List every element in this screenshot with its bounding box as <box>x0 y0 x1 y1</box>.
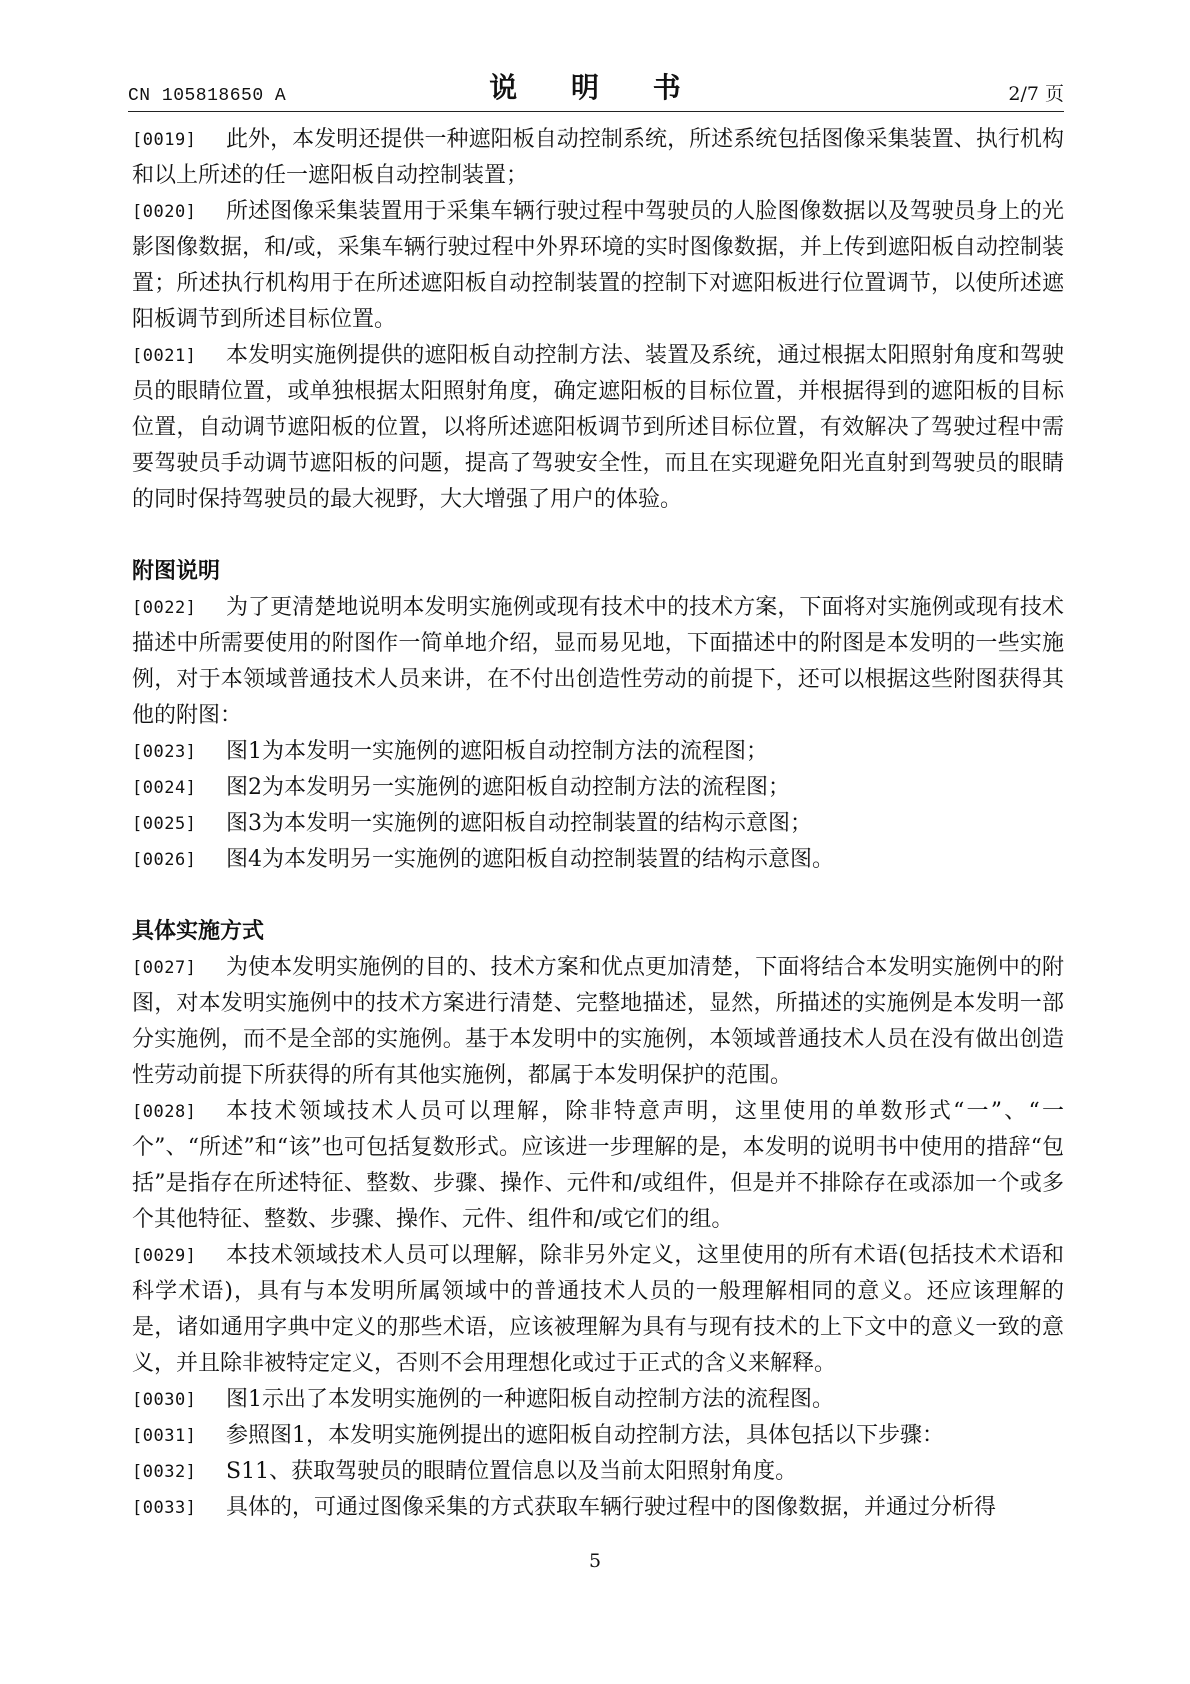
paragraph-text: 此外，本发明还提供一种遮阳板自动控制系统，所述系统包括图像采集装置、执行机构和以上所述的任一遮阳板自动控制装置； <box>132 127 1064 188</box>
section-heading: 具体实施方式 <box>132 919 265 944</box>
paragraph <box>132 1238 1064 1382</box>
section-gap <box>132 878 1064 914</box>
paragraph-number: [0025] <box>132 814 197 834</box>
paragraph-text: 参照图1，本发明实施例提出的遮阳板自动控制方法，具体包括以下步骤： <box>226 1423 944 1448</box>
paragraph-text: 图1为本发明一实施例的遮阳板自动控制方法的流程图； <box>226 739 768 764</box>
paragraph-number: [0028] <box>132 1102 197 1122</box>
paragraph-number: [0021] <box>132 346 197 366</box>
paragraph <box>132 1418 1064 1454</box>
paragraph-number: [0022] <box>132 598 197 618</box>
paragraph <box>132 1490 1064 1526</box>
paragraph <box>132 1382 1064 1418</box>
paragraph-text: 图3为本发明一实施例的遮阳板自动控制装置的结构示意图； <box>226 811 812 836</box>
paragraph-text: 为使本发明实施例的目的、技术方案和优点更加清楚，下面将结合本发明实施例中的附图，对本发明实施例中的技术方案进行清楚、完整地描述，显然，所描述的实施例是本发明一部分实施例，而不是全部的实施例。基于本发明中的实施例，本领域普通技术人员在没有做出创造性劳动前提下所获得的所有其他实施例，都属于本发明保护的范围。 <box>132 955 1064 1088</box>
page-header <box>128 68 1064 112</box>
paragraph <box>132 122 1064 194</box>
paragraph-number: [0020] <box>132 202 197 222</box>
paragraph <box>132 950 1064 1094</box>
paragraph <box>132 770 1064 806</box>
paragraph-text: S11、获取驾驶员的眼睛位置信息以及当前太阳照射角度。 <box>226 1459 798 1484</box>
paragraph-number: [0026] <box>132 850 197 870</box>
paragraph <box>132 1094 1064 1238</box>
paragraph-number: [0027] <box>132 958 197 978</box>
paragraph-text: 图4为本发明另一实施例的遮阳板自动控制装置的结构示意图。 <box>226 847 834 872</box>
paragraph-text: 本技术领域技术人员可以理解，除非特意声明，这里使用的单数形式“一”、“一个”、“所述”和“该”也可包括复数形式。应该进一步理解的是，本发明的说明书中使用的措辞“包括”是指存在所述特征、整数、步骤、操作、元件和/或组件，但是并不排除存在或添加一个或多个其他特征、整数、步骤、操作、元件、组件和/或它们的组。 <box>132 1099 1064 1232</box>
paragraph <box>132 590 1064 734</box>
paragraph-number: [0023] <box>132 742 197 762</box>
page-number: 5 <box>588 1550 602 1572</box>
paragraph-text: 图2为本发明另一实施例的遮阳板自动控制方法的流程图； <box>226 775 790 800</box>
paragraph-text: 为了更清楚地说明本发明实施例或现有技术中的技术方案，下面将对实施例或现有技术描述中所需要使用的附图作一简单地介绍，显而易见地，下面描述中的附图是本发明的一些实施例，对于本领域普通技术人员来讲，在不付出创造性劳动的前提下，还可以根据这些附图获得其他的附图： <box>132 595 1064 728</box>
paragraph <box>132 338 1064 518</box>
paragraph <box>132 1454 1064 1490</box>
document-body <box>132 122 1064 1526</box>
paragraph-number: [0024] <box>132 778 197 798</box>
paragraph-text: 具体的，可通过图像采集的方式获取车辆行驶过程中的图像数据，并通过分析得 <box>226 1495 997 1520</box>
document-title: 说 明 书 <box>489 71 703 104</box>
paragraph-number: [0031] <box>132 1426 197 1446</box>
paragraph <box>132 734 1064 770</box>
paragraph <box>132 806 1064 842</box>
paragraph-text: 所述图像采集装置用于采集车辆行驶过程中驾驶员的人脸图像数据以及驾驶员身上的光影图像数据，和/或，采集车辆行驶过程中外界环境的实时图像数据，并上传到遮阳板自动控制装置；所述执行机构用于在所述遮阳板自动控制装置的控制下对遮阳板进行位置调节，以使所述遮阳板调节到所述目标位置。 <box>132 199 1064 332</box>
paragraph <box>132 842 1064 878</box>
section-heading: 附图说明 <box>132 559 221 584</box>
page-indicator: 2/7 页 <box>1008 83 1064 105</box>
section-gap <box>132 518 1064 554</box>
paragraph-number: [0032] <box>132 1462 197 1482</box>
patent-number: CN 105818650 A <box>128 86 287 106</box>
paragraph-text: 本发明实施例提供的遮阳板自动控制方法、装置及系统，通过根据太阳照射角度和驾驶员的眼睛位置，或单独根据太阳照射角度，确定遮阳板的目标位置，并根据得到的遮阳板的目标位置，自动调节遮阳板的位置，以将所述遮阳板调节到所述目标位置，有效解决了驾驶过程中需要驾驶员手动调节遮阳板的问题，提高了驾驶安全性，而且在实现避免阳光直射到驾驶员的眼睛的同时保持驾驶员的最大视野，大大增强了用户的体验。 <box>132 343 1064 512</box>
paragraph-text: 图1示出了本发明实施例的一种遮阳板自动控制方法的流程图。 <box>226 1387 834 1412</box>
paragraph-number: [0030] <box>132 1390 197 1410</box>
paragraph-number: [0033] <box>132 1498 197 1518</box>
paragraph-number: [0019] <box>132 130 197 150</box>
paragraph-text: 本技术领域技术人员可以理解，除非另外定义，这里使用的所有术语(包括技术术语和科学术语)，具有与本发明所属领域中的普通技术人员的一般理解相同的意义。还应该理解的是，诸如通用字典中定义的那些术语，应该被理解为具有与现有技术的上下文中的意义一致的意义，并且除非被特定定义，否则不会用理想化或过于正式的含义来解释。 <box>132 1243 1064 1376</box>
paragraph <box>132 194 1064 338</box>
paragraph-number: [0029] <box>132 1246 197 1266</box>
header-rule <box>128 111 1064 112</box>
